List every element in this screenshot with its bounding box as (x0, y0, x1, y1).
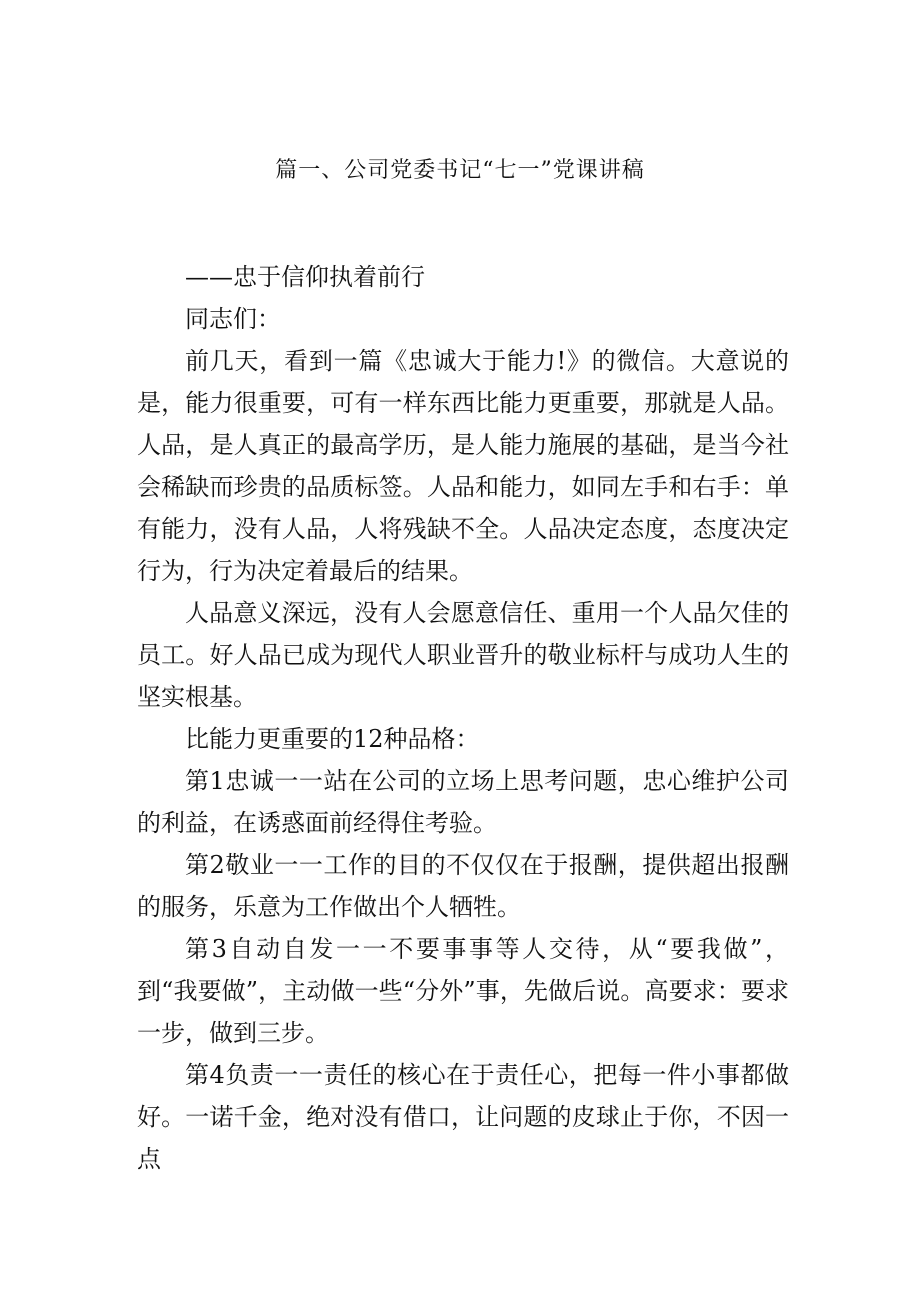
body-paragraph: 人品意义深远，没有人会愿意信任、重用一个人品欠佳的员工。好人品已成为现代人职业晋升的敬业标杆与成功人生的坚实根基。 (137, 599, 789, 711)
body-paragraph: 比能力更重要的12种品格： (185, 725, 480, 753)
body-paragraph: 第3自动自发一一不要事事等人交待，从“要我做”，到“我要做”，主动做一些“分外”事，先做后说。高要求：要求一步，做到三步。 (137, 935, 789, 1047)
document-title: 篇一、公司党委书记“七一”党课讲稿 (275, 158, 645, 183)
subtitle-paragraph: ——忠于信仰执着前行 (185, 263, 425, 291)
document-body (137, 256, 789, 1180)
salutation-paragraph: 同志们： (185, 305, 281, 333)
body-paragraph: 第4负责一一责任的核心在于责任心，把每一件小事都做好。一诺千金，绝对没有借口，让问题的皮球止于你，不因一点 (137, 1061, 789, 1173)
body-paragraph: 第1忠诚一一站在公司的立场上思考问题，忠心维护公司的利益，在诱惑面前经得住考验。 (137, 767, 789, 837)
body-paragraph: 前几天，看到一篇《忠诚大于能力!》的微信。大意说的是，能力很重要，可有一样东西比能力更重要，那就是人品。人品，是人真正的最高学历，是人能力施展的基础，是当今社会稀缺而珍贵的品质标签。人品和能力，如同左手和右手：单有能力，没有人品，人将残缺不全。人品决定态度，态度决定行为，行为决定着最后的结果。 (137, 347, 789, 585)
body-paragraph: 第2敬业一一工作的目的不仅仅在于报酬，提供超出报酬的服务，乐意为工作做出个人牺牲。 (137, 851, 789, 921)
